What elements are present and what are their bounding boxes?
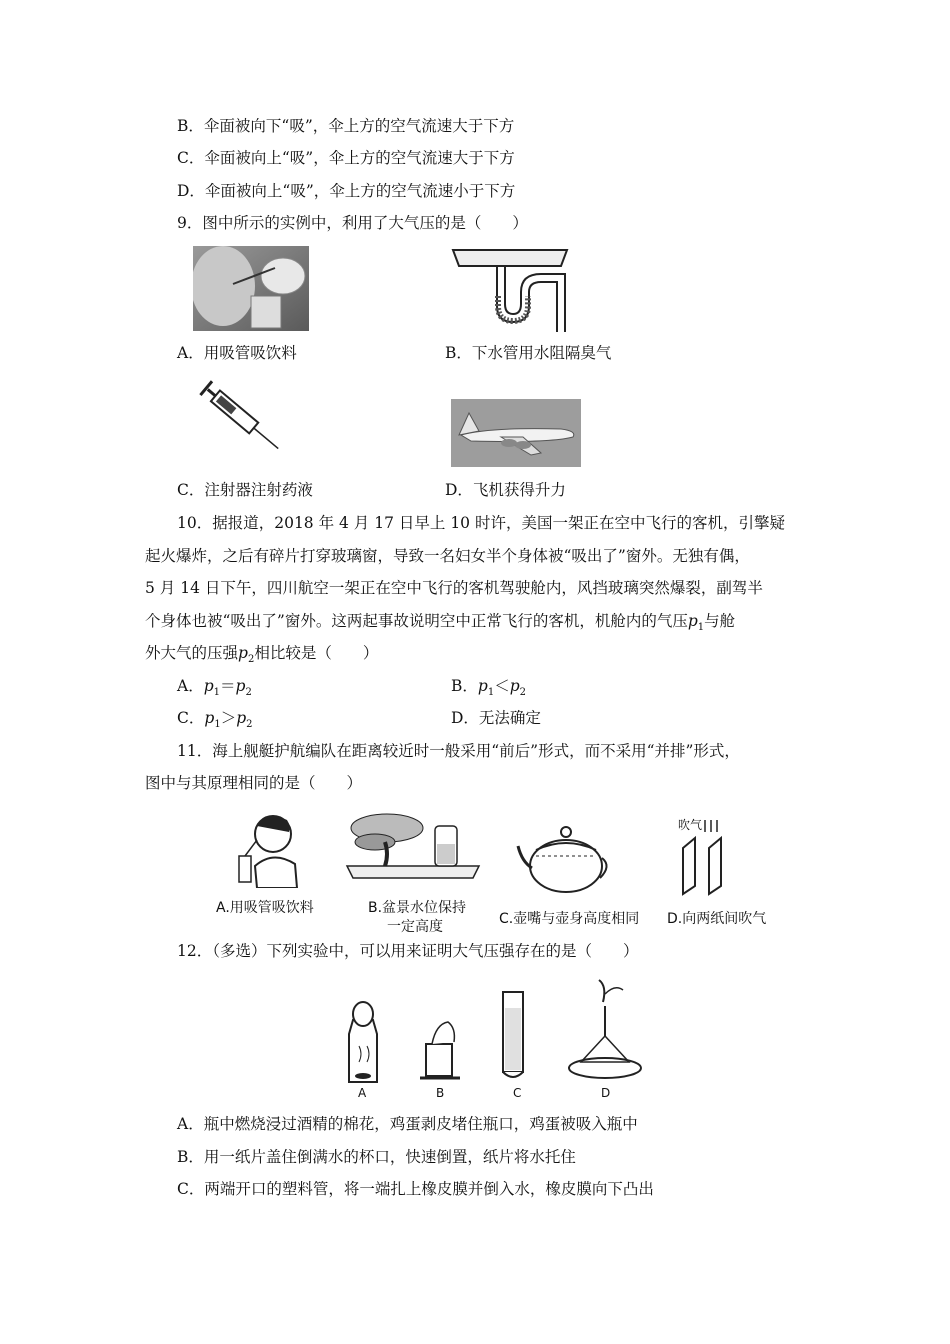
p-symbol: p — [509, 677, 520, 695]
plastic-tube-figure — [498, 988, 528, 1084]
p-symbol: p — [235, 677, 246, 695]
q9-option-a: A．用吸管吸饮料 — [177, 344, 297, 362]
option-label: A． — [177, 677, 204, 695]
subscript: 1 — [697, 622, 705, 634]
blow-label: 吹气 — [678, 818, 703, 832]
bonsai-figure — [345, 808, 481, 888]
q12-fig-label-b: B — [436, 1086, 445, 1100]
relation: ＜ — [494, 677, 510, 695]
paper-cup-figure — [416, 1014, 466, 1084]
q12-option-c: C．两端开口的塑料管，将一端扎上橡皮膜并倒入水，橡皮膜向下凸出 — [177, 1180, 654, 1198]
q8-option-c: C．伞面被向上“吸”，伞上方的空气流速大于下方 — [177, 149, 515, 167]
drain-pipe-image — [449, 246, 571, 332]
p-symbol: p — [477, 677, 488, 695]
airplane-image — [451, 399, 581, 467]
p-symbol: p — [238, 644, 248, 662]
two-papers-figure — [677, 814, 733, 896]
p-symbol: p — [687, 612, 698, 630]
subscript: 2 — [519, 687, 527, 699]
subscript: 2 — [246, 719, 253, 731]
subscript: 2 — [245, 687, 252, 699]
q10-line-5-text: 外大气的压强 — [145, 644, 239, 662]
q8-option-b: B．伞面被向下“吸”，伞上方的空气流速大于下方 — [177, 117, 515, 135]
q12-stem: 12．（多选）下列实验中，可以用来证明大气压强存在的是（ ） — [177, 942, 639, 960]
q9-stem: 9．图中所示的实例中，利用了大气压的是（ ） — [177, 214, 528, 232]
q10-line-1: 10．据报道，2018 年 4 月 17 日早上 10 时许，美国一架正在空中飞行的客机，引擎疑 — [177, 514, 785, 532]
q12-fig-label-a: A — [358, 1086, 367, 1100]
q11-line-1: 11．海上舰艇护航编队在距离较近时一般采用“前后”形式，而不采用“并排”形式， — [177, 742, 740, 760]
q10-line-5 — [145, 642, 378, 671]
candle-glass-figure — [565, 976, 645, 1084]
q10-option-c — [177, 707, 253, 736]
q12-fig-label-d: D — [601, 1086, 611, 1100]
option-label: C． — [177, 709, 205, 727]
subscript: 1 — [214, 719, 221, 731]
q10-option-d: D．无法确定 — [451, 709, 541, 727]
q10-line-3: 5 月 14 日下午，四川航空一架正在空中飞行的客机驾驶舱内，风挡玻璃突然爆裂，副驾半 — [145, 579, 763, 597]
q8-option-d: D．伞面被向上“吸”，伞上方的空气流速小于下方 — [177, 182, 516, 200]
subscript: 1 — [487, 687, 495, 699]
q12-fig-label-c: C — [513, 1086, 522, 1100]
q10-line-4-end: 与舱 — [704, 612, 736, 630]
relation: ＞ — [220, 709, 237, 727]
q9-option-c: C．注射器注射药液 — [177, 481, 313, 499]
q10-line-4-text: 个身体也被“吸出了”窗外。这两起事故说明空中正常飞行的客机，机舱内的气压 — [145, 612, 688, 630]
egg-bottle-figure — [343, 1000, 383, 1085]
syringe-image — [193, 380, 293, 458]
p-symbol: p — [204, 709, 215, 727]
subscript: 2 — [247, 654, 255, 666]
q11-caption-b-2: 一定高度 — [387, 919, 443, 935]
q11-line-2: 图中与其原理相同的是（ ） — [145, 774, 363, 792]
q11-caption-c: C.壶嘴与壶身高度相同 — [499, 911, 640, 927]
q9-option-b: B．下水管用水阻隔臭气 — [445, 344, 612, 362]
q9-option-d: D．飞机获得升力 — [445, 481, 566, 499]
q12-option-a: A．瓶中燃烧浸过酒精的棉花，鸡蛋剥皮堵住瓶口，鸡蛋被吸入瓶中 — [177, 1115, 638, 1133]
relation: ＝ — [220, 677, 236, 695]
q11-caption-d: D.向两纸间吹气 — [667, 911, 767, 927]
q10-line-5-end: 相比较是（ ） — [254, 644, 379, 662]
subscript: 1 — [213, 687, 221, 699]
straw-drinking-image — [193, 246, 309, 331]
q12-option-b: B．用一纸片盖住倒满水的杯口，快速倒置，纸片将水托住 — [177, 1148, 576, 1166]
q10-option-b — [451, 675, 526, 704]
teapot-figure — [516, 822, 612, 894]
p-symbol: p — [203, 677, 214, 695]
boy-drinking-figure — [225, 806, 305, 888]
q11-caption-b-1: B.盆景水位保持 — [368, 900, 467, 916]
q10-option-a — [177, 675, 252, 704]
q10-line-4 — [145, 610, 735, 639]
p-symbol: p — [236, 709, 247, 727]
option-label: B． — [451, 677, 478, 695]
q10-line-2: 起火爆炸，之后有碎片打穿玻璃窗，导致一名妇女半个身体被“吸出了”窗外。无独有偶， — [145, 547, 750, 565]
q11-caption-a: A.用吸管吸饮料 — [216, 900, 314, 916]
